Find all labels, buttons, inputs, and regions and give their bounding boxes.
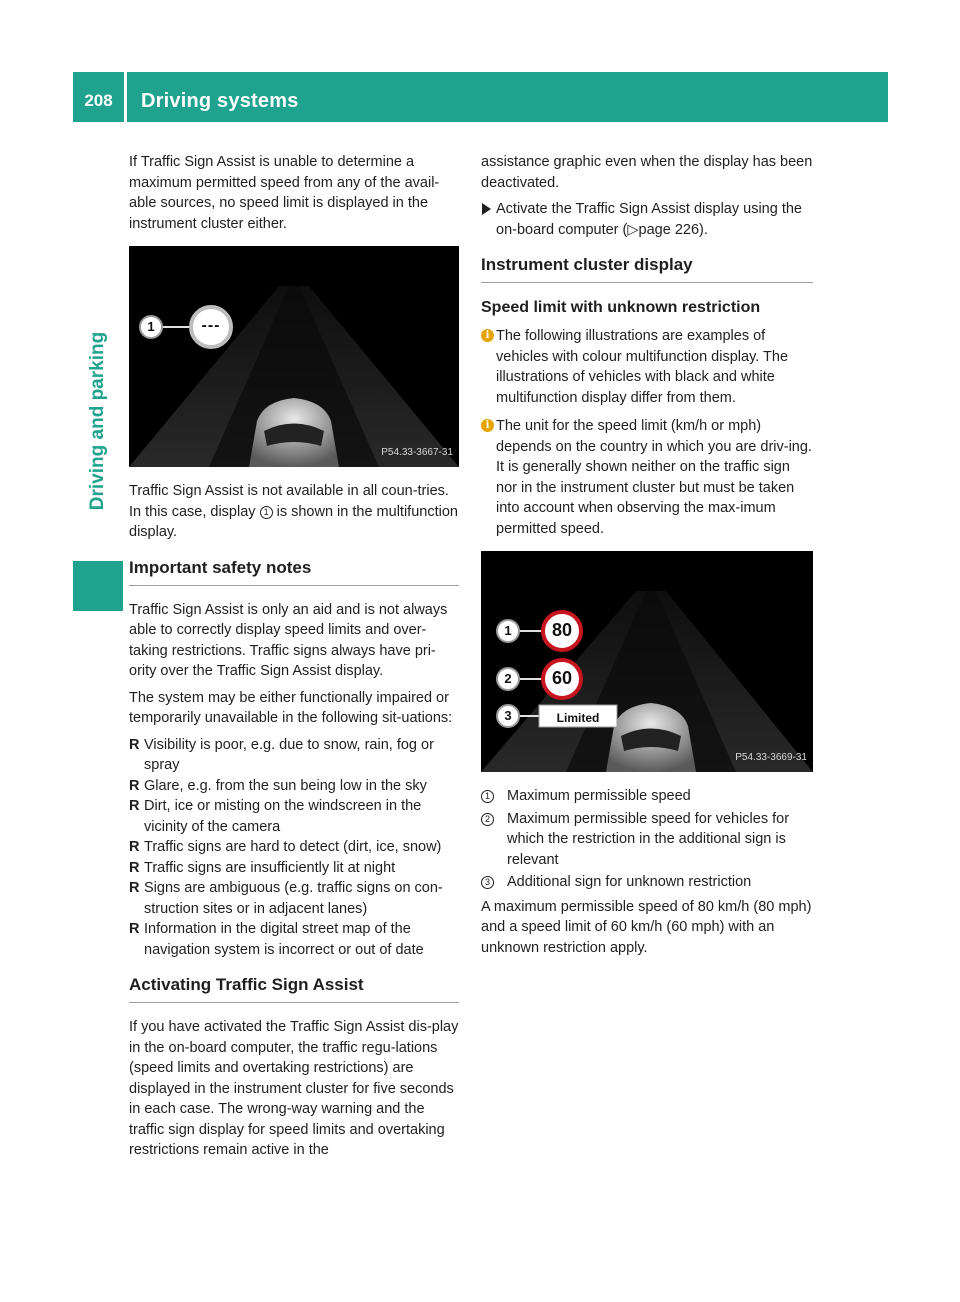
list-item-text: Visibility is poor, e.g. due to snow, rain, fog or spray <box>144 736 434 773</box>
availability-text-start: Traffic Sign Assist is not available in all coun-tries. In this case, display <box>129 483 449 520</box>
legend-number: 3 <box>481 876 494 889</box>
figure2-sign-60: 60 <box>551 668 573 688</box>
activating-paragraph: If you have activated the Traffic Sign Assist dis-play in the on-board computer, the traffic regu-lations (speed limits and overtaking restrictions) are displayed in the instrument cluster for five seconds in each case. The wrong-way warning and the traffic sign display for speed limits and overtaking restrictions remain active in the <box>129 1019 459 1158</box>
figure1-callout-number: 1 <box>147 319 155 334</box>
list-item-text: Information in the digital street map of the navigation system is incorrect or out of date <box>144 921 424 958</box>
info-icon: i <box>481 419 494 432</box>
info-note-2 <box>481 416 813 539</box>
page-title: Driving systems <box>141 90 299 112</box>
list-item-text: Traffic signs are insufficiently lit at night <box>144 859 396 876</box>
info-note-1 <box>481 326 813 408</box>
side-tab-label: Driving and parking <box>87 331 109 511</box>
bullet-icon: R <box>129 859 140 876</box>
info-icon: i <box>481 329 494 342</box>
subheading-unknown-restriction: Speed limit with unknown restriction <box>481 299 761 316</box>
intro-paragraph: If Traffic Sign Assist is unable to determine a maximum permitted speed from any of the avail-able sources, no speed limit is displayed in the instrument cluster either. <box>129 154 440 232</box>
instruction-step <box>481 199 813 240</box>
bullet-icon: R <box>129 777 140 794</box>
list-item-text: Dirt, ice or misting on the windscreen in the vicinity of the camera <box>144 798 422 835</box>
figure2-callout-3: 3 <box>504 708 512 723</box>
legend-text: Maximum permissible speed <box>507 788 691 804</box>
bullet-icon: R <box>129 736 140 753</box>
list-item-text: Signs are ambiguous (e.g. traffic signs on con-struction sites or in adjacent lanes) <box>144 880 443 917</box>
bullet-icon: R <box>129 839 140 855</box>
legend-item-1 <box>481 786 813 807</box>
legend-item-3 <box>481 872 813 893</box>
info-note-text: The unit for the speed limit (km/h or mph) depends on the country in which you are driv-ing. It is generally shown neither on the traffic sign nor in the instrument cluster but must be taken into account when observing the max-imum permitted speed. <box>496 418 812 537</box>
legend-text: Maximum permissible speed for vehicles for which the restriction in the additional sign is relevant <box>507 810 790 868</box>
list-item <box>129 919 459 960</box>
legend-item-2 <box>481 809 813 871</box>
bullet-icon: R <box>129 798 140 814</box>
page-reference-link[interactable]: page 226). <box>638 221 708 238</box>
continued-paragraph: assistance graphic even when the display has been deactivated. <box>481 154 813 191</box>
legend-number: 2 <box>481 813 494 826</box>
legend-number: 1 <box>481 790 494 803</box>
figure-speed-limits <box>481 551 813 772</box>
info-note-text: The following illustrations are examples of vehicles with colour multifunction display. The illustrations of vehicles with black and white multifunction display differ from them. <box>496 328 789 406</box>
figure-speed-limits-graphic <box>481 551 813 772</box>
page-number: 208 <box>84 91 113 110</box>
side-tab-marker <box>73 561 123 611</box>
list-item <box>129 878 459 919</box>
heading-safety-notes: Important safety notes <box>129 557 459 586</box>
step-arrow-icon <box>482 203 491 215</box>
bullet-icon: R <box>129 880 140 896</box>
figure2-callout-2: 2 <box>504 671 512 686</box>
callout-ref-1: 1 <box>260 506 273 519</box>
final-paragraph: A maximum permissible speed of 80 km/h (80 mph) and a speed limit of 60 km/h (60 mph) with an unknown restriction apply. <box>481 898 812 956</box>
figure2-sign-limited: Limited <box>556 711 600 725</box>
right-column <box>481 152 813 964</box>
figure-no-speed-limit <box>129 246 459 467</box>
availability-text-end: is shown in the multifunction display. <box>129 503 458 540</box>
safety-paragraph-2: The system may be either functionally impaired or temporarily unavailable in the following sit-uations: <box>129 689 453 726</box>
impairment-list <box>129 735 459 961</box>
availability-paragraph <box>129 481 459 543</box>
left-column <box>129 152 459 1167</box>
list-item-text: Traffic signs are hard to detect (dirt, ice, snow) <box>144 839 442 855</box>
page-ref-icon: ▷ <box>627 221 639 238</box>
list-item <box>129 837 459 858</box>
legend-text: Additional sign for unknown restriction <box>507 874 752 890</box>
figure2-callout-1: 1 <box>504 623 512 638</box>
list-item <box>129 796 459 837</box>
list-item <box>129 858 459 879</box>
figure-no-speed-limit-graphic <box>129 246 459 467</box>
list-item <box>129 776 459 797</box>
safety-paragraph-1: Traffic Sign Assist is only an aid and is not always able to correctly display speed limits and over-taking restrictions. Traffic signs always have pri-ority over the Traffic Sign Assist display. <box>129 601 448 679</box>
side-tab-label-wrap <box>85 296 111 546</box>
figure-code: P54.33-3667-31 <box>381 446 453 458</box>
heading-activating: Activating Traffic Sign Assist <box>129 974 459 1003</box>
bullet-icon: R <box>129 921 140 937</box>
header-divider <box>124 72 127 122</box>
list-item <box>129 735 459 776</box>
figure-code: P54.33-3669-31 <box>735 751 807 763</box>
figure1-sign-text: --- <box>201 317 221 334</box>
list-item-text: Glare, e.g. from the sun being low in the sky <box>144 777 427 794</box>
step-text: Activate the Traffic Sign Assist display using the on-board computer ( <box>496 201 803 238</box>
heading-instrument-cluster: Instrument cluster display <box>481 254 813 283</box>
figure2-sign-80: 80 <box>551 620 573 640</box>
